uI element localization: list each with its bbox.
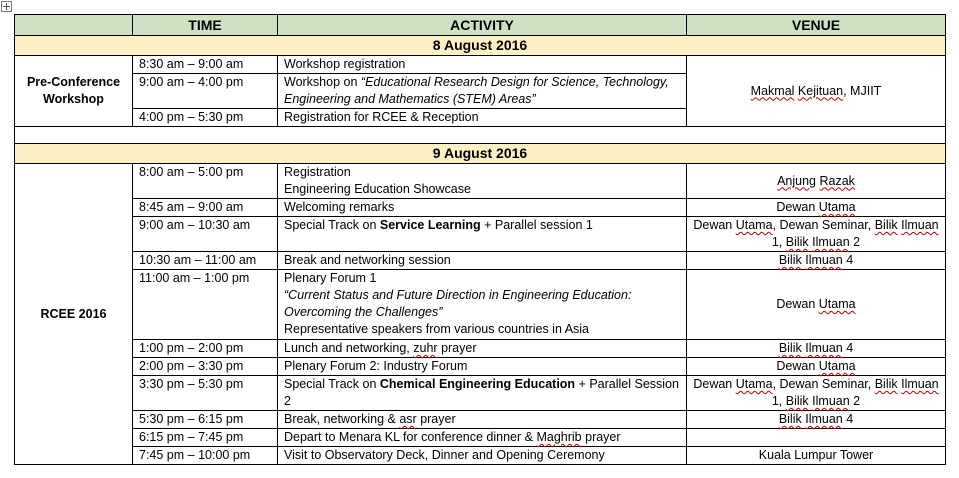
activity-italic-text: “Current Status and Future Direction in Engineering Education: Overcoming the Challenges” bbox=[284, 288, 632, 319]
time-cell: 2:00 pm – 3:30 pm bbox=[133, 358, 278, 376]
section-label bbox=[15, 56, 133, 127]
time-cell: 3:30 pm – 5:30 pm bbox=[133, 376, 278, 411]
table-row bbox=[15, 411, 946, 429]
table-row bbox=[15, 376, 946, 411]
activity-cell: Workshop registration bbox=[278, 56, 687, 74]
venue-text: Dewan Utama, Dewan Seminar, Bilik Ilmuan 1, Bilik Ilmuan 2 bbox=[693, 218, 939, 249]
spacer-row bbox=[15, 127, 946, 144]
activity-cell bbox=[278, 340, 687, 358]
time-cell: 9:00 am – 10:30 am bbox=[133, 217, 278, 252]
activity-text: + Parallel Session 2 bbox=[284, 377, 679, 408]
activity-bold-text: Chemical Engineering Education bbox=[379, 377, 576, 391]
schedule-table bbox=[14, 14, 946, 465]
date-row bbox=[15, 36, 946, 56]
header-blank bbox=[15, 15, 133, 36]
venue-text: Dewan Utama, Dewan Seminar, Bilik Ilmuan 1, Bilik Ilmuan 2 bbox=[693, 377, 939, 408]
venue-cell bbox=[687, 56, 946, 127]
table-move-handle-icon[interactable] bbox=[1, 1, 12, 12]
activity-text: Workshop on bbox=[284, 75, 361, 89]
table-row bbox=[15, 358, 946, 376]
venue-text: Makmal Kejituan, MJIIT bbox=[750, 83, 882, 98]
activity-cell: Registration for RCEE & Reception bbox=[278, 109, 687, 127]
activity-text: Special Track on bbox=[284, 377, 380, 391]
activity-cell: Visit to Observatory Deck, Dinner and Opening Ceremony bbox=[278, 447, 687, 465]
activity-text: Depart to Menara KL for conference dinner & Maghrib prayer bbox=[284, 430, 621, 444]
time-cell: 8:00 am – 5:00 pm bbox=[133, 164, 278, 199]
activity-cell bbox=[278, 376, 687, 411]
header-activity: ACTIVITY bbox=[278, 15, 687, 36]
activity-bold-text: Service Learning bbox=[379, 218, 481, 232]
venue-cell bbox=[687, 340, 946, 358]
venue-text: Bilik Ilmuan 4 bbox=[778, 341, 854, 355]
venue-text: Dewan Utama bbox=[776, 200, 856, 214]
activity-text: Plenary Forum 1 bbox=[284, 271, 377, 285]
time-cell: 8:45 am – 9:00 am bbox=[133, 199, 278, 217]
activity-cell bbox=[278, 217, 687, 252]
table-row bbox=[15, 270, 946, 340]
venue-cell bbox=[687, 164, 946, 199]
activity-cell bbox=[278, 74, 687, 109]
activity-cell: Plenary Forum 2: Industry Forum bbox=[278, 358, 687, 376]
table-row bbox=[15, 164, 946, 199]
activity-text: Lunch and networking, zuhr prayer bbox=[284, 341, 477, 355]
venue-cell: Kuala Lumpur Tower bbox=[687, 447, 946, 465]
section-label-line: Pre-Conference bbox=[26, 75, 121, 89]
table-row bbox=[15, 447, 946, 465]
table-row bbox=[15, 252, 946, 270]
venue-text: Bilik Ilmuan 4 bbox=[778, 412, 854, 426]
time-cell: 9:00 am – 4:00 pm bbox=[133, 74, 278, 109]
header-venue: VENUE bbox=[687, 15, 946, 36]
table-row bbox=[15, 429, 946, 447]
date-heading: 8 August 2016 bbox=[15, 36, 946, 56]
venue-cell bbox=[687, 411, 946, 429]
activity-text: Representative speakers from various countries in Asia bbox=[284, 322, 590, 336]
table-row bbox=[15, 217, 946, 252]
section-label-line: Workshop bbox=[43, 92, 104, 106]
venue-text: Dewan Utama bbox=[776, 297, 856, 311]
table-row bbox=[15, 199, 946, 217]
time-cell: 7:45 pm – 10:00 pm bbox=[133, 447, 278, 465]
time-cell: 8:30 am – 9:00 am bbox=[133, 56, 278, 74]
activity-cell bbox=[278, 164, 687, 199]
venue-cell bbox=[687, 252, 946, 270]
activity-cell: Break and networking session bbox=[278, 252, 687, 270]
venue-cell bbox=[687, 429, 946, 447]
time-cell: 6:15 pm – 7:45 pm bbox=[133, 429, 278, 447]
activity-text: + Parallel session 1 bbox=[480, 218, 593, 232]
date-heading: 9 August 2016 bbox=[15, 144, 946, 164]
venue-cell bbox=[687, 217, 946, 252]
activity-cell bbox=[278, 411, 687, 429]
time-cell: 4:00 pm – 5:30 pm bbox=[133, 109, 278, 127]
activity-cell: Welcoming remarks bbox=[278, 199, 687, 217]
activity-italic-text: “Educational Research Design for Science, Technology, Engineering and Mathematics (STEM) Areas” bbox=[284, 75, 669, 106]
header-time: TIME bbox=[133, 15, 278, 36]
activity-text: Registration bbox=[284, 165, 351, 179]
table-row bbox=[15, 56, 946, 74]
activity-cell bbox=[278, 270, 687, 340]
section-label: RCEE 2016 bbox=[15, 164, 133, 465]
time-cell: 11:00 am – 1:00 pm bbox=[133, 270, 278, 340]
time-cell: 1:00 pm – 2:00 pm bbox=[133, 340, 278, 358]
activity-cell bbox=[278, 429, 687, 447]
table-row bbox=[15, 340, 946, 358]
activity-text: Engineering Education Showcase bbox=[284, 182, 471, 196]
time-cell: 5:30 pm – 6:15 pm bbox=[133, 411, 278, 429]
venue-text: Dewan Utama bbox=[776, 359, 856, 373]
activity-text: Special Track on bbox=[284, 218, 380, 232]
venue-text: Bilik Ilmuan 4 bbox=[778, 253, 854, 267]
spacer-cell bbox=[15, 127, 946, 144]
venue-cell bbox=[687, 199, 946, 217]
date-row bbox=[15, 144, 946, 164]
venue-text: Anjung Razak bbox=[777, 173, 855, 188]
time-cell: 10:30 am – 11:00 am bbox=[133, 252, 278, 270]
venue-cell bbox=[687, 376, 946, 411]
venue-cell bbox=[687, 270, 946, 340]
activity-text: Break, networking & asr prayer bbox=[284, 412, 456, 426]
venue-cell bbox=[687, 358, 946, 376]
header-row bbox=[15, 15, 946, 36]
